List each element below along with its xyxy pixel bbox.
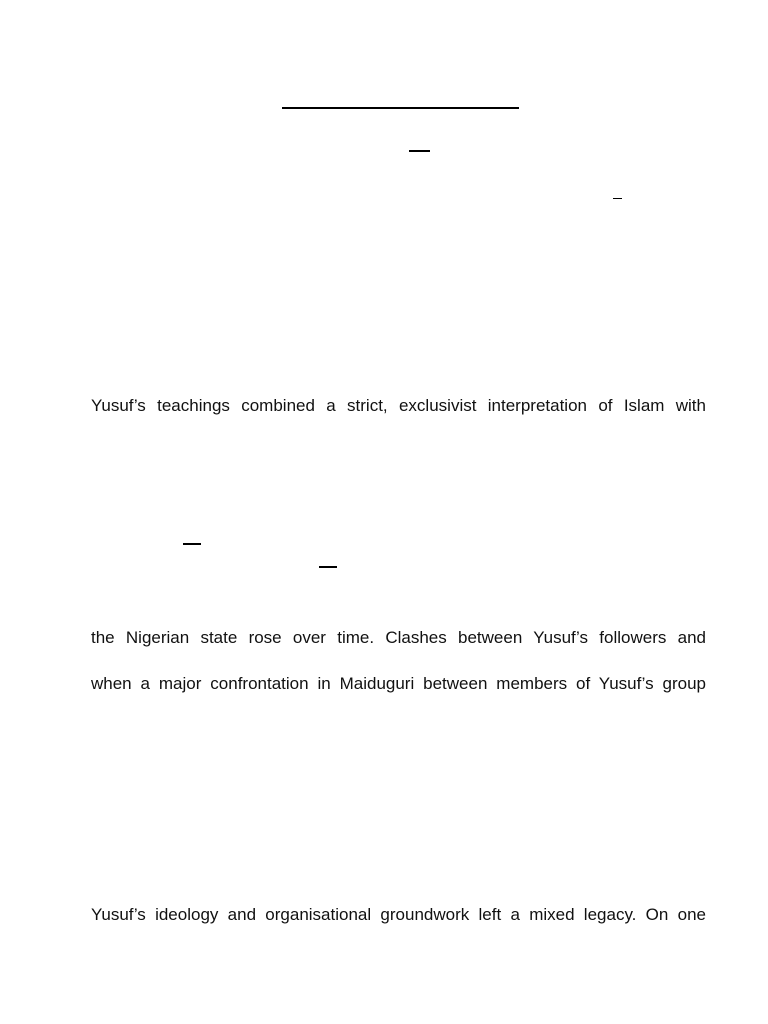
em-dash-mark xyxy=(409,150,430,152)
title-underline xyxy=(282,107,519,109)
dash-mark xyxy=(613,198,622,199)
em-dash-mark xyxy=(319,566,337,568)
body-text-line: when a major confrontation in Maiduguri between members of Yusuf’s group xyxy=(91,674,706,693)
body-text-line: the Nigerian state rose over time. Clashes between Yusuf’s followers and xyxy=(91,628,706,647)
body-text-line: Yusuf’s teachings combined a strict, exclusivist interpretation of Islam with xyxy=(91,396,706,415)
body-text-line: Yusuf’s ideology and organisational groundwork left a mixed legacy. On one xyxy=(91,905,706,924)
em-dash-mark xyxy=(183,543,201,545)
